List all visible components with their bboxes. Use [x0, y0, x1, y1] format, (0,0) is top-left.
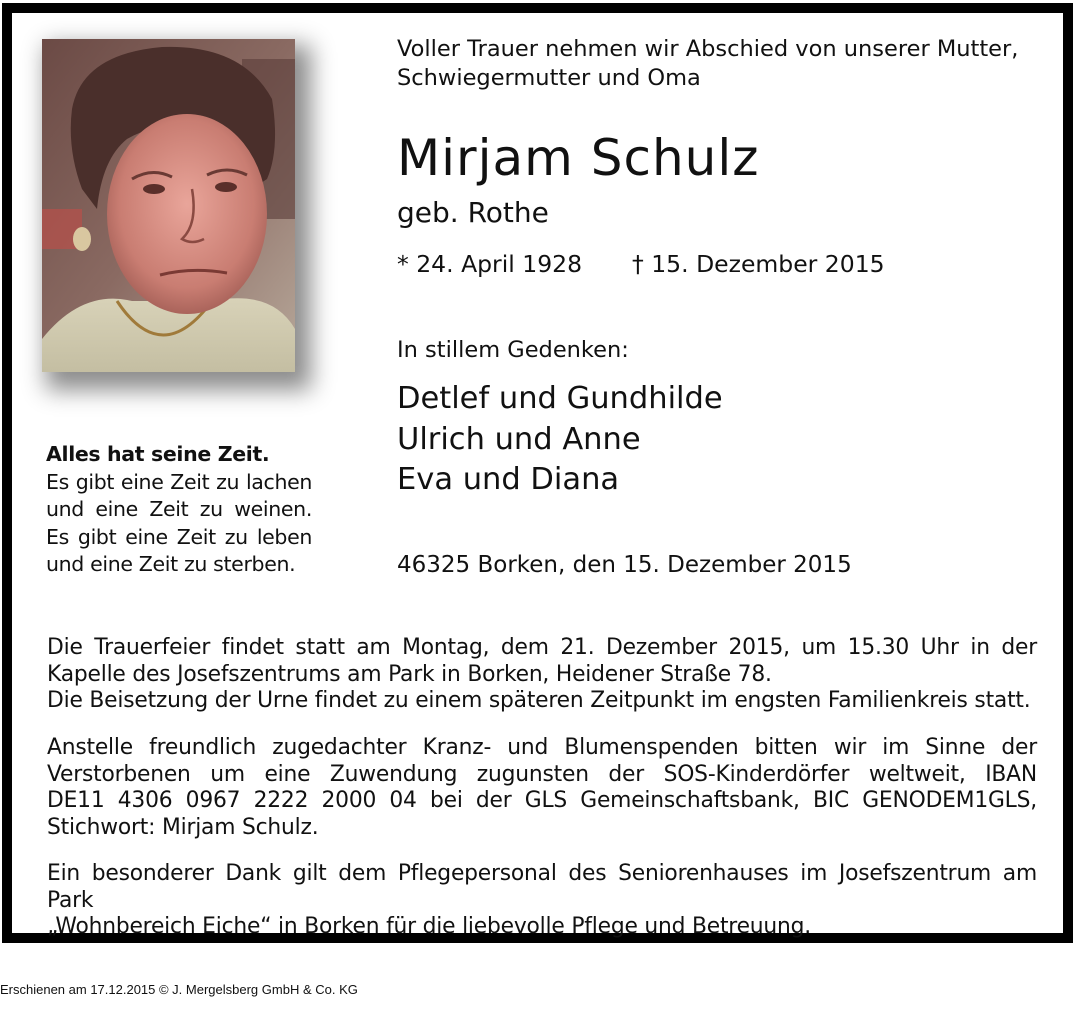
portrait-photo — [42, 39, 295, 372]
quote-line: und eine Zeit zu weinen. — [46, 497, 312, 521]
paragraph-line: Stichwort: Mirjam Schulz. — [47, 814, 319, 840]
paragraph-line: Die Trauerfeier findet statt am Montag, dem 21. Dezember 2015, um 15.30 Uhr in der — [47, 635, 1037, 660]
quote-line: Es gibt eine Zeit zu leben — [46, 524, 312, 549]
quote-first-line: Alles hat seine Zeit. — [46, 442, 270, 466]
publication-footer: Erschienen am 17.12.2015 © J. Mergelsberg GmbH & Co. KG — [0, 982, 358, 997]
memory-label: In stillem Gedenken: — [397, 337, 629, 363]
funeral-paragraph — [47, 635, 1037, 715]
intro-line: Schwiegermutter und Oma — [397, 65, 701, 91]
donation-paragraph — [47, 735, 1037, 841]
paragraph-line: Verstorbenen um eine Zuwendung zugunsten der SOS-Kinderdörfer weltweit, IBAN — [47, 761, 1037, 787]
mourner-names: Eva und Diana — [397, 462, 620, 497]
paragraph-line: „Wohnbereich Eiche“ in Borken für die liebevolle Pflege und Betreuung. — [47, 914, 811, 939]
mourners-list — [397, 379, 723, 501]
quote-block — [46, 441, 312, 579]
place-and-date: 46325 Borken, den 15. Dezember 2015 — [397, 552, 852, 578]
obituary-frame — [2, 3, 1073, 943]
deceased-name: Mirjam Schulz — [397, 129, 760, 187]
quote-last-line: und eine Zeit zu sterben. — [46, 552, 296, 576]
mourner-names: Detlef und Gundhilde — [397, 381, 723, 416]
death-date: † 15. Dezember 2015 — [632, 250, 885, 278]
mourner-names: Ulrich und Anne — [397, 421, 641, 457]
birth-date: * 24. April 1928 — [397, 250, 583, 278]
thanks-paragraph — [47, 861, 1037, 941]
paragraph-line: Die Beisetzung der Urne findet zu einem späteren Zeitpunkt im engsten Familienkreis statt. — [47, 688, 1031, 713]
maiden-name: geb. Rothe — [397, 196, 549, 229]
intro-text — [397, 35, 1047, 93]
paragraph-line: Kapelle des Josefszentrums am Park in Borken, Heidener Straße 78. — [47, 661, 772, 687]
intro-line: Voller Trauer nehmen wir Abschied von unserer Mutter, — [397, 36, 1019, 62]
paragraph-line: Anstelle freundlich zugedachter Kranz- und Blumenspenden bitten wir im Sinne der — [47, 735, 1037, 760]
paragraph-line: Ein besonderer Dank gilt dem Pflegepersonal des Seniorenhauses im Josefszentrum am Park — [47, 861, 1037, 913]
portrait-photo-frame — [42, 39, 295, 372]
quote-line: Es gibt eine Zeit zu lachen — [46, 469, 312, 494]
paragraph-line: DE11 4306 0967 2222 2000 04 bei der GLS Gemeinschaftsbank, BIC GENODEM1GLS, — [47, 788, 1037, 813]
